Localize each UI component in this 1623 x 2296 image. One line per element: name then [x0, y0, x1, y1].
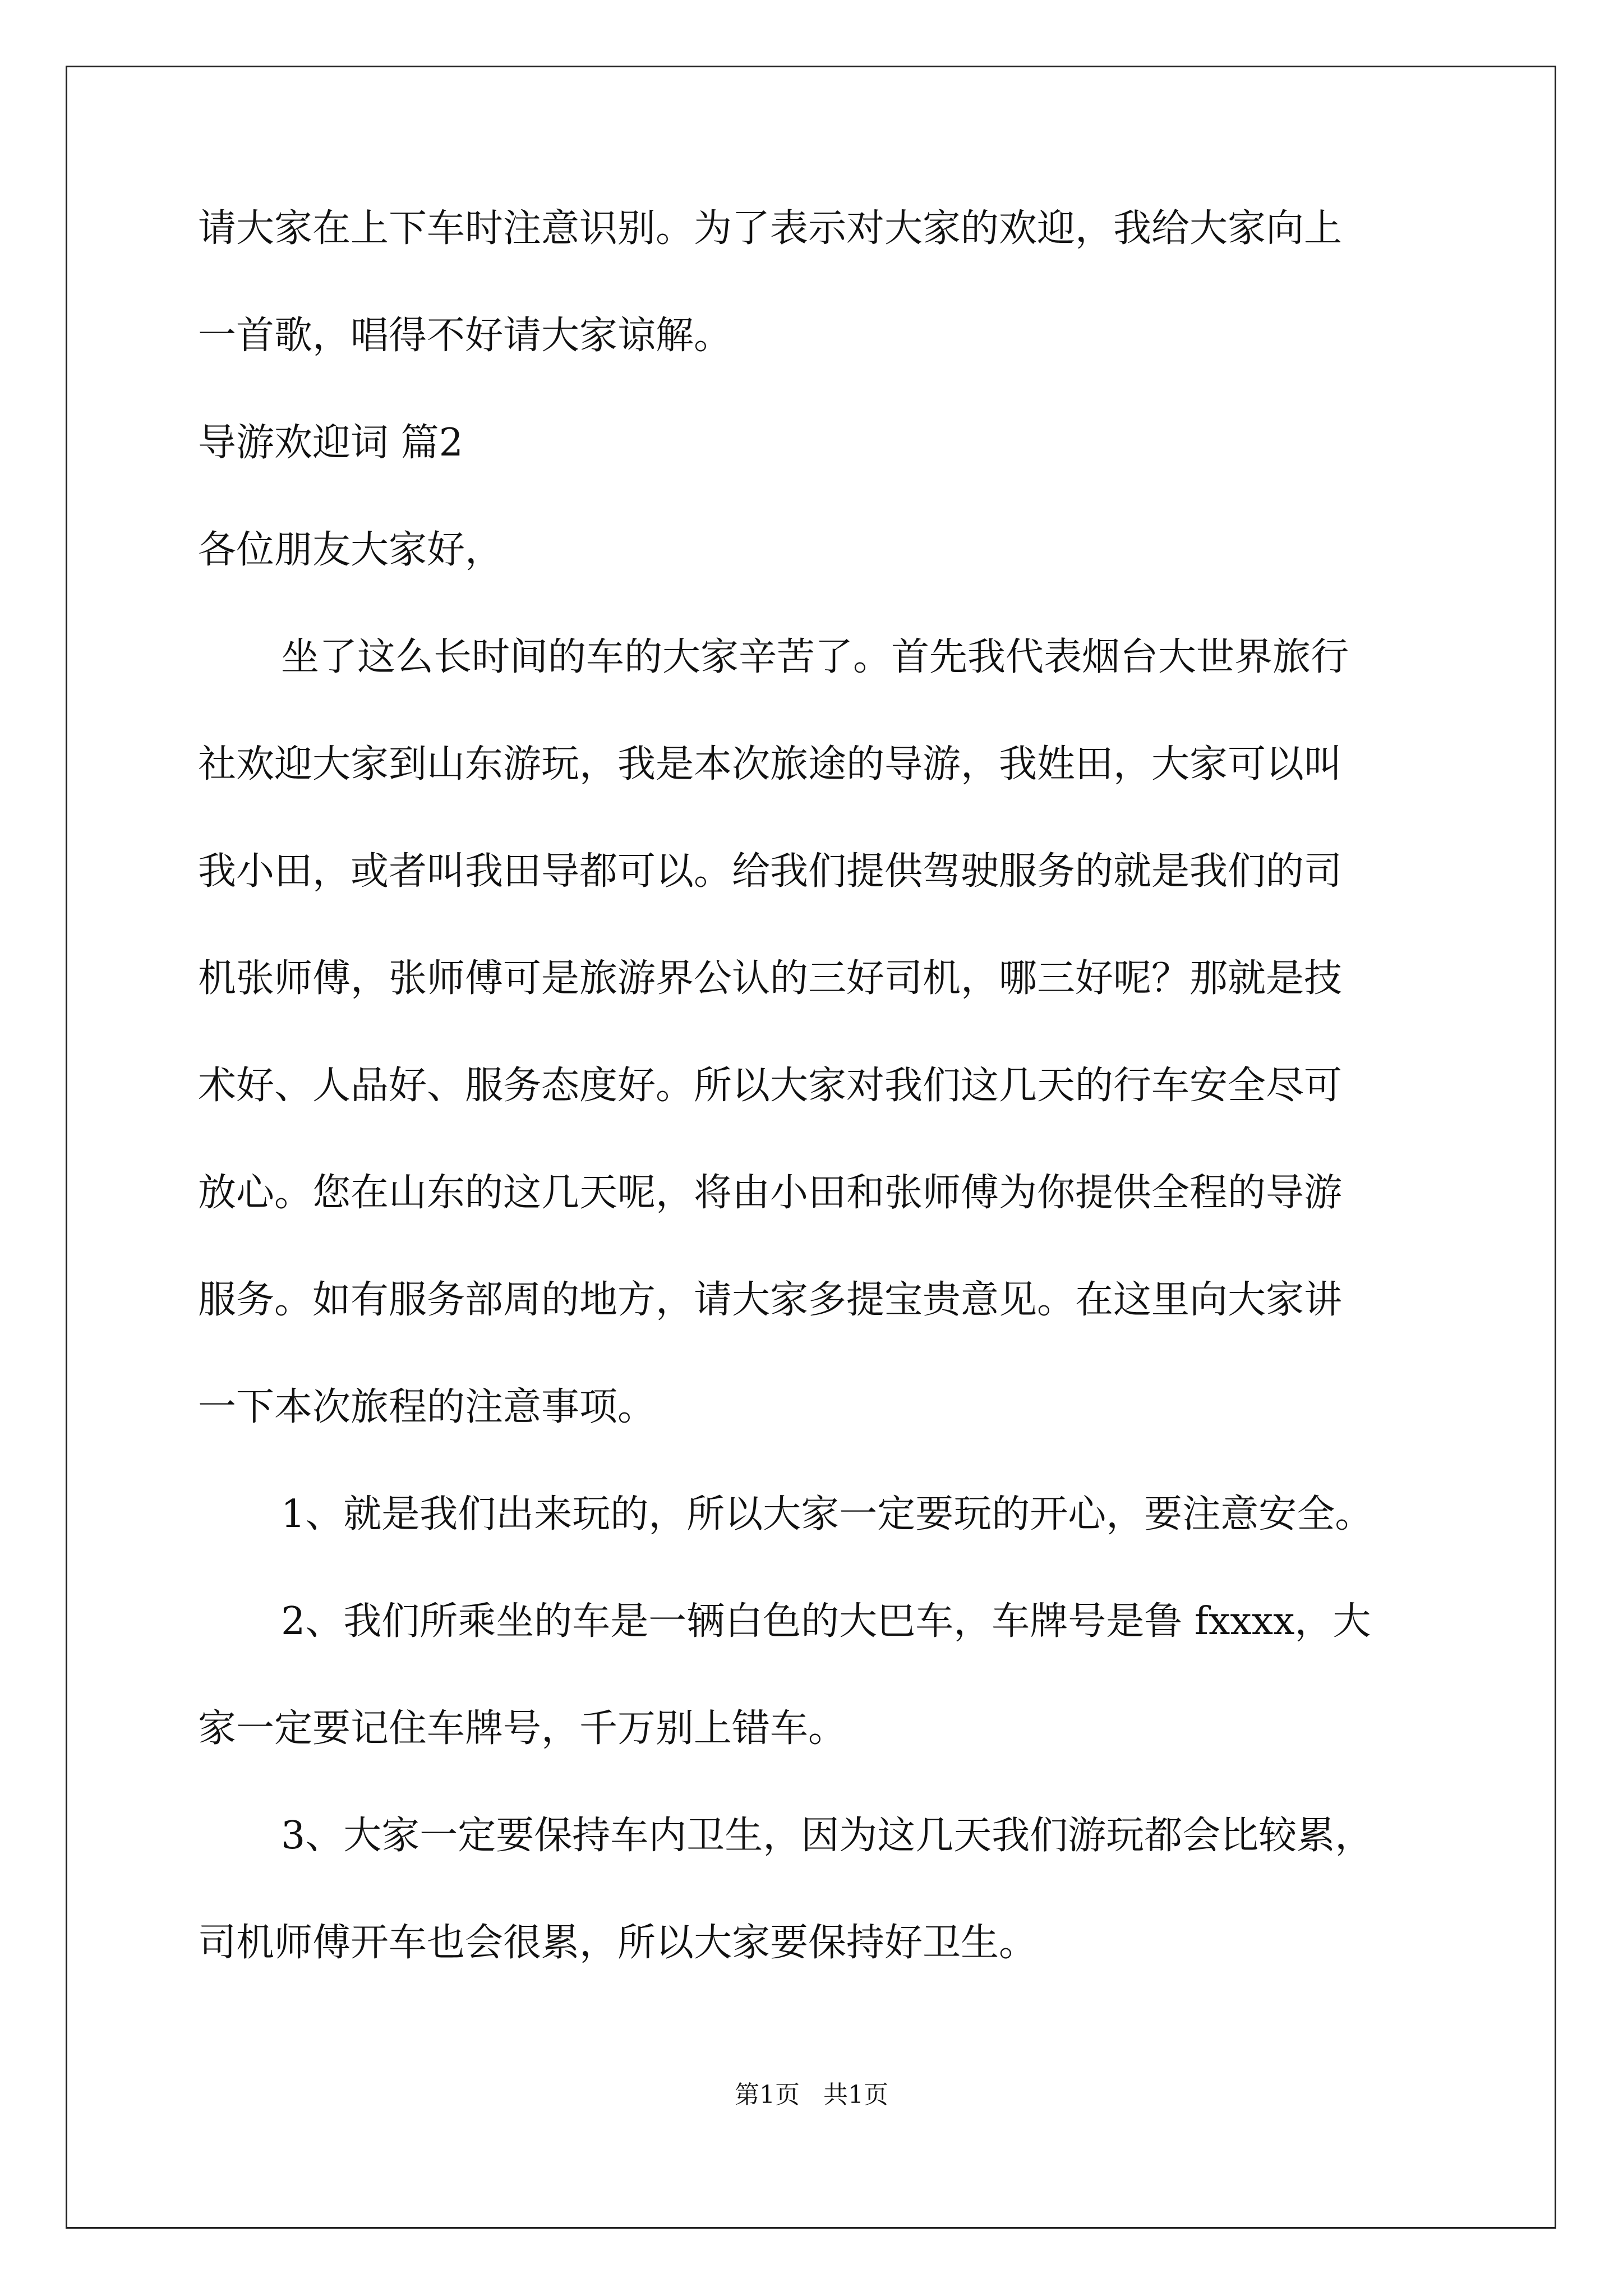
text-line: 司机师傅开车也会很累，所以大家要保持好卫生。 [198, 1921, 1038, 1965]
document-body [198, 202, 1432, 2023]
list-item-1: 1、就是我们出来玩的，所以大家一定要玩的开心，要注意安全。 [281, 1492, 1373, 1536]
text-line: 社欢迎大家到山东游玩，我是本次旅途的导游，我姓田，大家可以叫 [198, 742, 1343, 786]
paragraph-start-line: 坐了这么长时间的车的大家辛苦了。首先我代表烟台大世界旅行 [281, 635, 1349, 679]
text-line: 服务。如有服务部周的地方，请大家多提宝贵意见。在这里向大家讲 [198, 1278, 1343, 1322]
list-item-2: 2、我们所乘坐的车是一辆白色的大巴车，车牌号是鲁 fxxxx，大 [281, 1599, 1371, 1644]
text-line: 一首歌，唱得不好请大家谅解。 [198, 314, 732, 358]
text-line: 机张师傅，张师傅可是旅游界公认的三好司机，哪三好呢？那就是技 [198, 956, 1343, 1001]
text-line: 我小田，或者叫我田导都可以。给我们提供驾驶服务的就是我们的司 [198, 849, 1343, 894]
text-line: 放心。您在山东的这几天呢，将由小田和张师傅为你提供全程的导游 [198, 1171, 1343, 1215]
text-line: 术好、人品好、服务态度好。所以大家对我们这几天的行车安全尽可 [198, 1064, 1343, 1108]
salutation: 各位朋友大家好， [198, 528, 504, 572]
list-item-3: 3、大家一定要保持车内卫生，因为这几天我们游玩都会比较累， [281, 1814, 1373, 1858]
page-footer: 第1页 共1页 [735, 2081, 888, 2109]
text-line: 请大家在上下车时注意识别。为了表示对大家的欢迎，我给大家向上 [198, 206, 1343, 251]
section-heading: 导游欢迎词 篇2 [198, 421, 463, 465]
text-line: 家一定要记住车牌号，千万别上错车。 [198, 1706, 847, 1751]
text-line: 一下本次旅程的注意事项。 [198, 1385, 656, 1429]
